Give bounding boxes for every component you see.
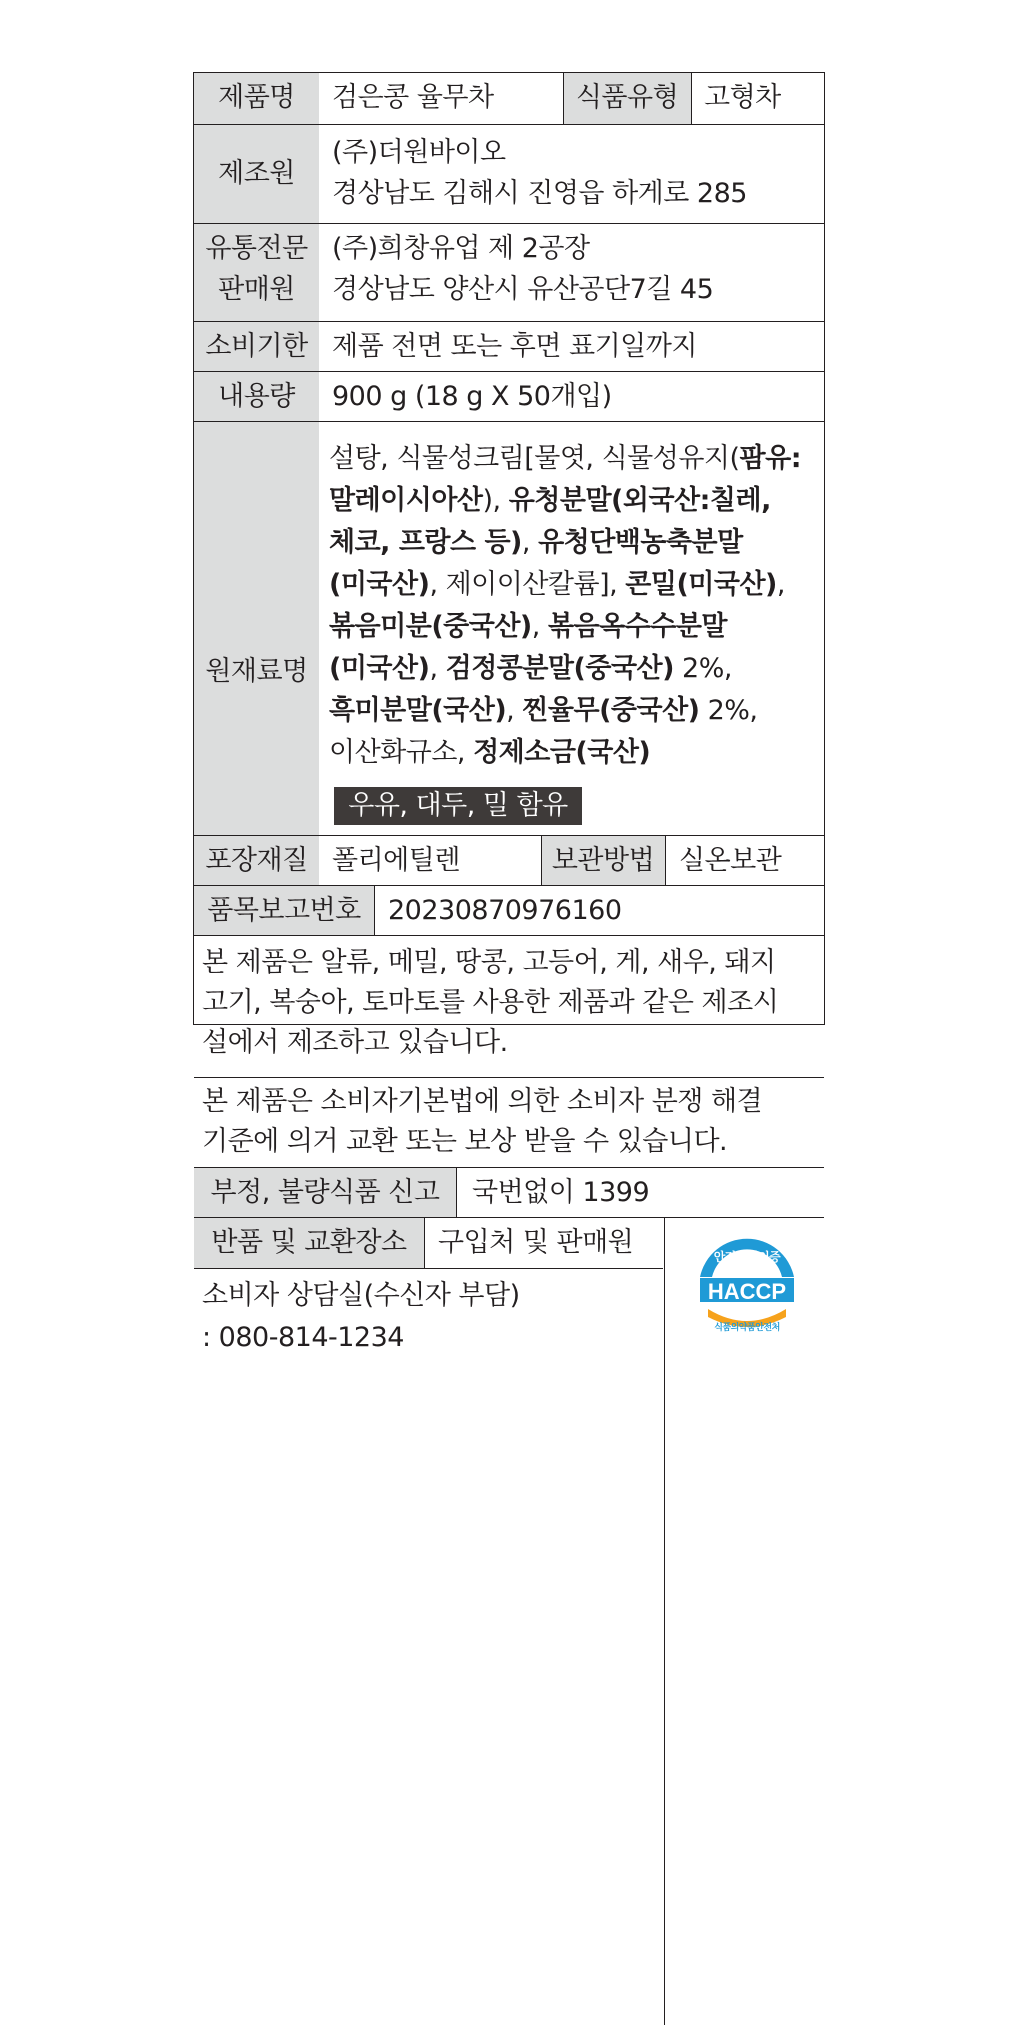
ingredient-bold: 팜유:말레이시아산 — [329, 443, 802, 516]
haccp-top-text: 안전관리인증 — [713, 1250, 781, 1264]
ingredient-bold: 유청단백농축분말(미국산) — [329, 527, 743, 600]
ingredient-text: ), — [482, 485, 509, 516]
allergen-facility-notice — [202, 943, 778, 1063]
ingredient-text: , — [429, 653, 446, 684]
notice-line: 본 제품은 알류, 메밀, 땅콩, 고등어, 게, 새우, 돼지 — [202, 947, 776, 978]
manufacturer-address: 경상남도 김해시 진영읍 하게로 285 — [332, 178, 747, 209]
report-number-value: 20230870976160 — [388, 895, 622, 926]
ingredient-bold: 볶음미분(중국산) — [329, 611, 532, 642]
packaging-value: 폴리에틸렌 — [332, 845, 460, 876]
notice-line: 고기, 복숭아, 토마토를 사용한 제품과 같은 제조시 — [202, 987, 779, 1018]
storage-label: 보관방법 — [551, 845, 655, 876]
consumer-dispute-notice — [202, 1082, 762, 1162]
manufacturer-name: (주)더원바이오 — [332, 137, 506, 168]
packaging-label: 포장재질 — [205, 845, 308, 876]
manufacturer-label: 제조원 — [218, 158, 295, 189]
ingredient-bold: 찐율무(중국산) — [522, 695, 700, 726]
ingredient-bold: 검정콩분말(중국산) — [445, 653, 674, 684]
ingredient-bold: 정제소금(국산) — [473, 737, 651, 768]
consumer-center: 소비자 상담실(수신자 부담) — [202, 1280, 520, 1311]
notice-line: 기준에 의거 교환 또는 보상 받을 수 있습니다. — [202, 1126, 728, 1157]
ingredient-bold: 볶음옥수수분말(미국산) — [329, 611, 728, 684]
ingredient-bold: 유청분말(외국산:칠레, 체코, 프랑스 등) — [329, 485, 771, 558]
distributor-label-line2: 판매원 — [218, 274, 295, 305]
return-place-label: 반품 및 교환장소 — [211, 1227, 407, 1258]
product-name-label: 제품명 — [218, 82, 295, 113]
ingredients-label: 원재료명 — [205, 656, 308, 687]
distributor-name: (주)희창유업 제 2공장 — [332, 233, 590, 264]
food-type-label: 식품유형 — [575, 82, 679, 113]
ingredients-text — [329, 438, 819, 774]
distributor-address: 경상남도 양산시 유산공단7길 45 — [332, 274, 714, 305]
ingredient-text: , 제이이산칼륨], — [429, 569, 626, 600]
allergen-badge: 우유, 대두, 밀 함유 — [334, 787, 582, 825]
food-type-value: 고형차 — [704, 82, 781, 113]
ingredient-bold: 콘밀(미국산) — [625, 569, 777, 600]
ingredient-bold: 흑미분말(국산) — [329, 695, 507, 726]
ingredient-text: , — [776, 569, 785, 600]
notice-line: 설에서 제조하고 있습니다. — [202, 1027, 508, 1058]
distributor-label-line1: 유통전문 — [205, 233, 308, 264]
haccp-logo — [692, 1237, 802, 1347]
ingredient-text: 설탕, 식물성크림[물엿, 식물성유지( — [329, 443, 740, 474]
content-label: 내용량 — [218, 381, 295, 412]
fraud-report-value: 국번없이 1399 — [472, 1177, 650, 1208]
expiry-value: 제품 전면 또는 후면 표기일까지 — [332, 331, 697, 362]
ingredient-text: 2%, 이산화규소, — [329, 695, 758, 768]
return-place-value: 구입처 및 판매원 — [438, 1227, 634, 1258]
haccp-main-text: HACCP — [707, 1279, 787, 1304]
ingredient-text: , — [531, 611, 548, 642]
notice-line: 본 제품은 소비자기본법에 의한 소비자 분쟁 해결 — [202, 1086, 763, 1117]
ingredient-text: , — [521, 527, 539, 558]
fraud-report-label: 부정, 불량식품 신고 — [210, 1177, 440, 1208]
storage-value: 실온보관 — [679, 845, 782, 876]
consumer-phone: : 080-814-1234 — [202, 1322, 404, 1353]
ingredient-text: , — [506, 695, 523, 726]
product-name-value: 검은콩 율무차 — [332, 82, 494, 113]
expiry-label: 소비기한 — [205, 331, 308, 362]
haccp-bottom-text: 식품의약품안전처 — [714, 1323, 780, 1333]
content-value: 900 g (18 g X 50개입) — [332, 381, 612, 412]
report-number-label: 품목보고번호 — [207, 895, 361, 926]
ingredient-text: 2%, — [673, 653, 732, 684]
